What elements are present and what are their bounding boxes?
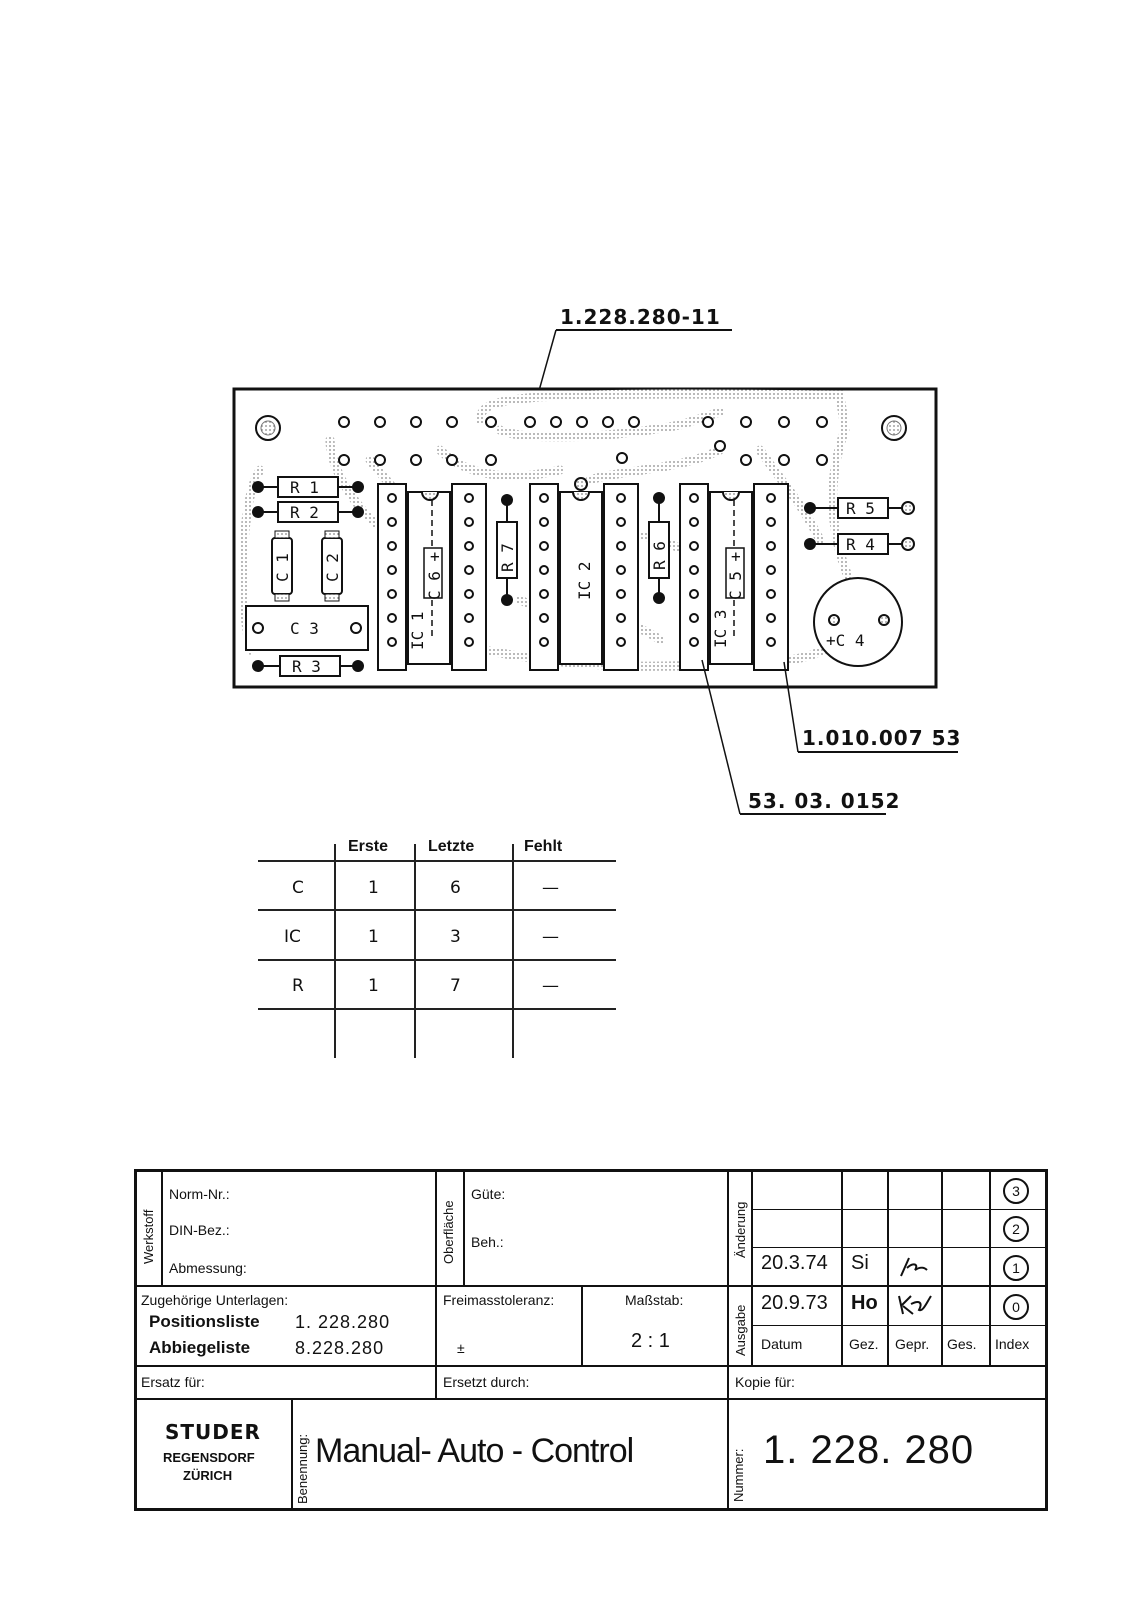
col-datum: Datum (761, 1336, 803, 1352)
col-index: Index (995, 1336, 1030, 1352)
parts-count-table: Erste Letzte Fehlt C 1 6 — IC 1 3 — R 1 7 — (258, 838, 618, 1060)
svg-text:C 5 +: C 5 + (726, 551, 745, 600)
aenderung-label: Änderung (733, 1201, 748, 1258)
rev1-gez: Si (851, 1252, 869, 1274)
nummer-label: Nummer: (731, 1448, 746, 1502)
ersetzt-durch-label: Ersetzt durch: (443, 1374, 530, 1390)
pcb-part-number: 1.228.280-11 (560, 305, 721, 329)
callout-pins: 53. 03. 0152 (748, 789, 901, 813)
oberflaeche-label: Oberfläche (441, 1200, 456, 1264)
ic2 (530, 478, 638, 670)
norm-nr-label: Norm-Nr.: (169, 1186, 230, 1202)
werkstoff-label: Werkstoff (141, 1209, 156, 1264)
capacitor-c3 (246, 606, 368, 650)
rev1-signature (897, 1254, 931, 1280)
svg-text:R 4: R 4 (846, 535, 875, 554)
benennung-label: Benennung: (295, 1433, 310, 1504)
rev0-gez: Ho (851, 1292, 878, 1314)
beh-label: Beh.: (471, 1234, 504, 1250)
svg-text:R 6: R 6 (650, 541, 669, 570)
header-fehlt: Fehlt (524, 838, 563, 855)
drawing-number: 1. 228. 280 (763, 1428, 975, 1472)
abbiegeliste-value: 8.228.280 (295, 1338, 385, 1358)
svg-text:IC 2: IC 2 (575, 561, 594, 600)
svg-text:+C 4: +C 4 (826, 631, 865, 650)
callout-socket: 1.010.007 53 (802, 726, 962, 750)
rev0-datum: 20.9.73 (761, 1292, 828, 1314)
kopie-fuer-label: Kopie für: (735, 1374, 795, 1390)
ersatz-fuer-label: Ersatz für: (141, 1374, 205, 1390)
freimass-value: ± (457, 1340, 465, 1356)
zugehoerige-label: Zugehörige Unterlagen: (141, 1292, 289, 1308)
svg-text:R 1: R 1 (290, 478, 319, 497)
index-mark-0: 0 (1003, 1294, 1029, 1320)
guete-label: Güte: (471, 1186, 506, 1202)
positionsliste-value: 1. 228.280 (295, 1312, 391, 1332)
svg-text:IC 1: IC 1 (408, 611, 427, 650)
positionsliste-label: Positionsliste (149, 1312, 260, 1331)
title-block (134, 1169, 1048, 1511)
svg-text:R 3: R 3 (292, 657, 321, 676)
svg-text:C 2: C 2 (323, 553, 342, 582)
drawing-title: Manual- Auto - Control (315, 1432, 634, 1470)
abmessung-label: Abmessung: (169, 1260, 247, 1276)
svg-text:R 7: R 7 (498, 543, 517, 572)
massstab-value: 2 : 1 (631, 1330, 670, 1352)
svg-text:C 1: C 1 (273, 553, 292, 582)
abbiegeliste-label: Abbiegeliste (149, 1338, 251, 1357)
freimass-label: Freimasstoleranz: (443, 1292, 555, 1308)
svg-text:C 3: C 3 (290, 619, 319, 638)
din-bez-label: DIN-Bez.: (169, 1222, 230, 1238)
svg-text:R 5: R 5 (846, 499, 875, 518)
index-mark-2: 2 (1003, 1216, 1029, 1242)
header-letzte: Letzte (428, 838, 475, 855)
ausgabe-label: Ausgabe (733, 1304, 748, 1356)
company-city-1: REGENSDORF (163, 1450, 255, 1465)
col-gepr: Gepr. (895, 1336, 930, 1352)
svg-text:IC 3: IC 3 (711, 609, 730, 648)
ic1 (378, 484, 486, 670)
rev1-datum: 20.3.74 (761, 1252, 828, 1274)
company-logo: STUDER (165, 1420, 261, 1444)
header-erste: Erste (348, 838, 389, 855)
col-gez: Gez. (849, 1336, 879, 1352)
col-ges: Ges. (947, 1336, 977, 1352)
ic3 (680, 484, 788, 670)
svg-text:C 6 +: C 6 + (425, 551, 444, 600)
massstab-label: Maßstab: (625, 1292, 684, 1308)
index-mark-3: 3 (1003, 1178, 1029, 1204)
capacitor-c2 (322, 531, 342, 601)
index-mark-1: 1 (1003, 1255, 1029, 1281)
capacitor-c4 (814, 578, 902, 666)
svg-text:R 2: R 2 (290, 503, 319, 522)
capacitor-c1 (272, 531, 292, 601)
rev0-signature (895, 1292, 933, 1318)
company-city-2: ZÜRICH (183, 1468, 233, 1483)
